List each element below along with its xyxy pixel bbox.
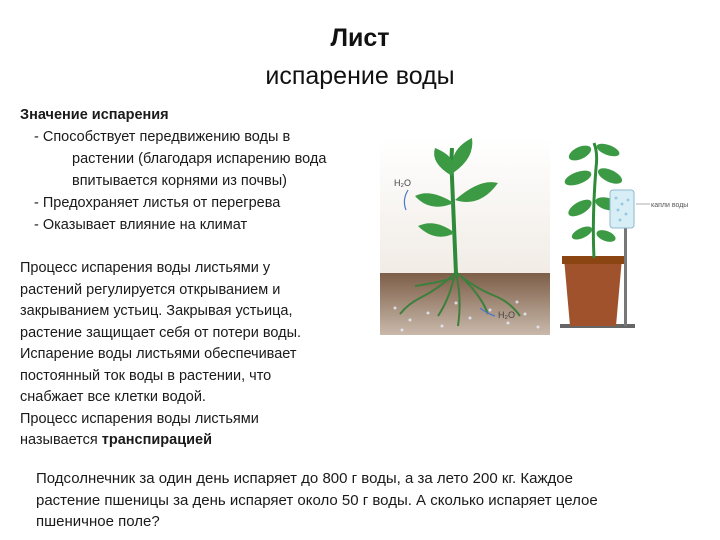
- meaning-item-continuation: растении (благодаря испарению вода: [72, 151, 327, 167]
- droplets-label: капли воды: [651, 202, 689, 209]
- water-label-top: H₂O: [394, 178, 411, 188]
- process-line: Процесс испарения воды листьями у: [20, 260, 271, 276]
- pot: [564, 258, 622, 326]
- water-label-bottom: H₂O: [498, 310, 515, 320]
- process-line: постоянный ток воды в растении, что: [20, 367, 272, 384]
- meaning-item: - Предохраняет листья от перегрева: [34, 195, 281, 211]
- glass-tube: [610, 190, 634, 228]
- page-title: Лист: [330, 24, 390, 52]
- process-last-prefix: называется: [20, 432, 102, 448]
- potted-plant-experiment-illustration: [550, 138, 710, 338]
- process-line: закрыванием устьиц. Закрывая устьица,: [20, 303, 293, 319]
- soil: [380, 273, 550, 335]
- process-line: Испарение воды листьями обеспечивает: [20, 346, 297, 362]
- plant-roots-illustration: [380, 138, 550, 338]
- fact-line: пшеничное поле?: [36, 513, 160, 530]
- fact-line: растение пшеницы за день испаряет около 50 г воды. А сколько испаряет целое: [36, 491, 598, 509]
- page-subtitle: испарение воды: [265, 62, 455, 90]
- process-section: [20, 258, 350, 452]
- process-line: растений регулируется открыванием и: [20, 281, 281, 298]
- stand-rod: [624, 226, 627, 326]
- meaning-heading: Значение испарения: [20, 107, 169, 123]
- transpiration-term: транспирацией: [101, 432, 213, 448]
- fact-line: Подсолнечник за один день испаряет до 800 г воды, а за лето 200 кг. Каждое: [36, 470, 573, 487]
- process-line: снабжает все клетки водой.: [20, 389, 206, 405]
- meaning-item: - Оказывает влияние на климат: [34, 217, 248, 233]
- process-line: Процесс испарения воды листьями: [20, 410, 259, 427]
- fact-section: [36, 468, 686, 533]
- meaning-item-continuation: впитывается корнями из почвы): [72, 173, 287, 189]
- meaning-item: - Способствует передвижению воды в: [34, 129, 291, 145]
- process-line: растение защищает себя от потери воды.: [20, 324, 302, 341]
- meaning-section: [20, 104, 370, 236]
- process-line-final: [20, 430, 350, 452]
